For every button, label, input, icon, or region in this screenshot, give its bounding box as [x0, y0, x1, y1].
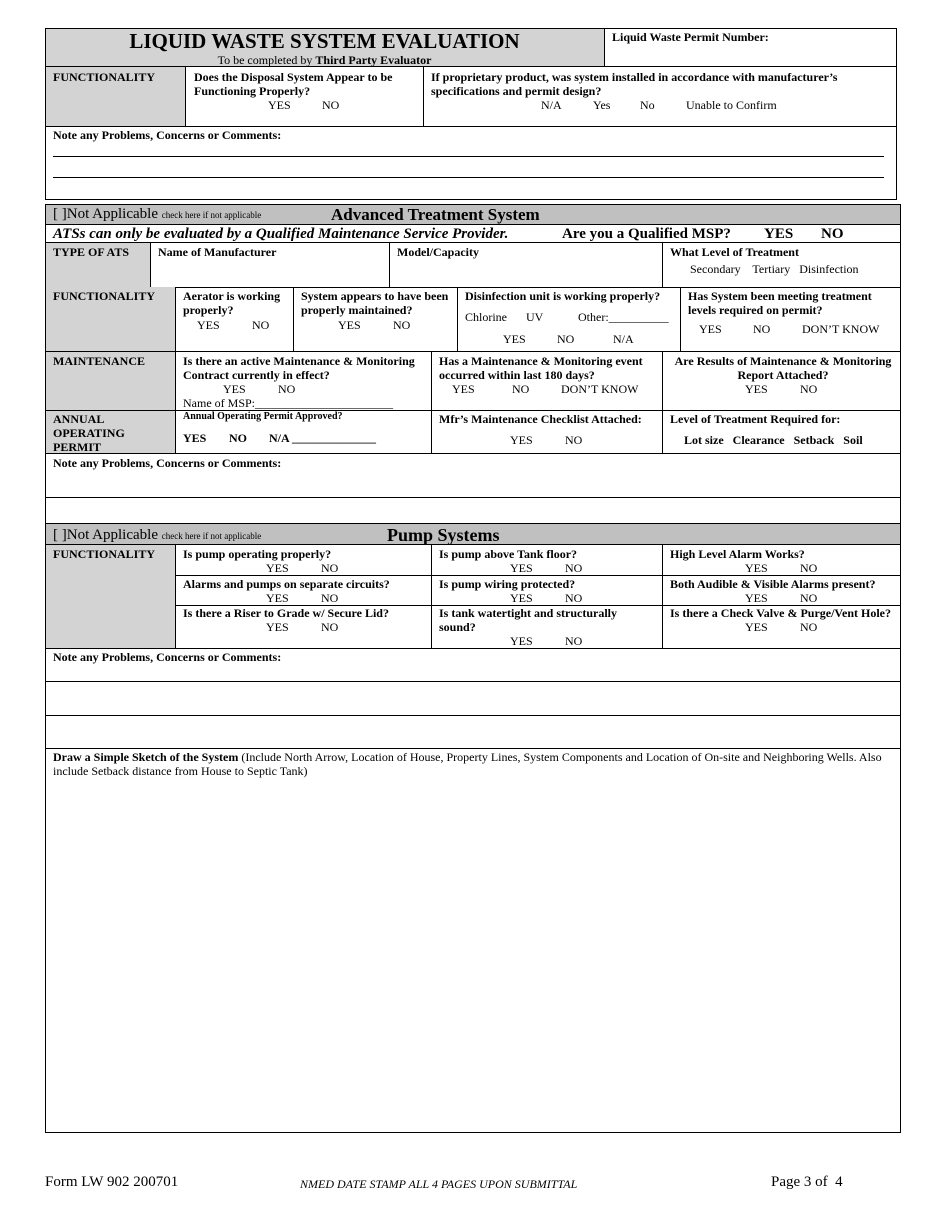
- proprietary-unable-option[interactable]: Unable to Confirm: [686, 98, 777, 112]
- q-check-valve: Is there a Check Valve & Purge/Vent Hole?: [670, 606, 891, 620]
- riser-yes-option[interactable]: YES: [266, 620, 289, 634]
- ats-section-title: Advanced Treatment System: [331, 205, 540, 224]
- ats-msp-notice: ATSs can only be evaluated by a Qualified Maintenance Service Provider.: [53, 226, 509, 242]
- msp-name-field[interactable]: Name of MSP:_______________________: [183, 396, 393, 410]
- general-notes-line-2[interactable]: [53, 177, 884, 178]
- pump-notes-line-1[interactable]: [45, 681, 901, 682]
- ats-na-hint: check here if not applicable: [161, 210, 262, 220]
- ats-na-checkbox-label[interactable]: [ ]Not Applicable: [53, 206, 158, 222]
- wiring-no-option[interactable]: NO: [565, 591, 583, 605]
- pump-functionality-label: FUNCTIONALITY: [53, 547, 156, 561]
- q-maintenance-contract: Is there an active Maintenance & Monitoring Contract currently in effect?: [183, 354, 415, 382]
- annual-permit-label: ANNUAL OPERATING PERMIT: [53, 412, 125, 454]
- disinfection-other-field[interactable]: Other:__________: [578, 310, 669, 324]
- alarm-yes-option[interactable]: YES: [745, 561, 768, 575]
- type-of-ats-label: TYPE OF ATS: [53, 245, 130, 259]
- disposal-no-option[interactable]: NO: [322, 98, 340, 112]
- page-subtitle: [45, 53, 604, 67]
- permit-na-field[interactable]: N/A ______________: [269, 431, 377, 445]
- disinfection-uv-option[interactable]: UV: [526, 310, 544, 324]
- level-required-options[interactable]: Lot size Clearance Setback Soil: [684, 433, 863, 447]
- meeting-dont-know-option[interactable]: DON’T KNOW: [802, 322, 880, 336]
- subtitle-bold: Third Party Evaluator: [315, 53, 432, 67]
- above-floor-yes-option[interactable]: YES: [510, 561, 533, 575]
- wiring-yes-option[interactable]: YES: [510, 591, 533, 605]
- q-audible-visible-alarms: Both Audible & Visible Alarms present?: [670, 577, 876, 591]
- q-pump-operating: Is pump operating properly?: [183, 547, 332, 561]
- meeting-no-option[interactable]: NO: [753, 322, 771, 336]
- aerator-yes-option[interactable]: YES: [197, 318, 220, 332]
- q-riser-to-grade: Is there a Riser to Grade w/ Secure Lid?: [183, 606, 389, 620]
- q-checklist-attached: Mfr’s Maintenance Checklist Attached:: [439, 412, 642, 426]
- meeting-yes-option[interactable]: YES: [699, 322, 722, 336]
- date-stamp-note: NMED DATE STAMP ALL 4 PAGES UPON SUBMITTAL: [300, 1177, 578, 1191]
- ats-msp-yes-option[interactable]: YES: [764, 226, 794, 242]
- sketch-title: Draw a Simple Sketch of the System: [53, 750, 239, 764]
- ats-not-applicable[interactable]: [53, 206, 261, 224]
- q-maintenance-event: Has a Maintenance & Monitoring event occurred within last 180 days?: [439, 354, 643, 382]
- q-separate-circuits: Alarms and pumps on separate circuits?: [183, 577, 390, 591]
- permit-yes-option[interactable]: YES: [183, 431, 207, 445]
- pump-operating-yes-option[interactable]: YES: [266, 561, 289, 575]
- permit-no-option[interactable]: NO: [229, 431, 247, 445]
- pump-not-applicable[interactable]: [53, 527, 261, 545]
- maintained-no-option[interactable]: NO: [393, 318, 411, 332]
- sketch-area[interactable]: [46, 782, 900, 1131]
- q-proprietary-product: If proprietary product, was system installed in accordance with manufacturer’s specifications and permit design?: [431, 70, 838, 98]
- level-of-treatment-options[interactable]: Secondary Tertiary Disinfection: [690, 262, 859, 276]
- check-valve-yes-option[interactable]: YES: [745, 620, 768, 634]
- ats-functionality-label: FUNCTIONALITY: [53, 289, 156, 303]
- checklist-no-option[interactable]: NO: [565, 433, 583, 447]
- above-floor-no-option[interactable]: NO: [565, 561, 583, 575]
- audible-yes-option[interactable]: YES: [745, 591, 768, 605]
- proprietary-na-option[interactable]: N/A: [541, 98, 562, 112]
- pump-notes-line-2[interactable]: [45, 715, 901, 716]
- maintained-yes-option[interactable]: YES: [338, 318, 361, 332]
- ats-notes-label: Note any Problems, Concerns or Comments:: [53, 456, 282, 470]
- disposal-yes-option[interactable]: YES: [268, 98, 291, 112]
- ats-notes-line[interactable]: [45, 497, 901, 498]
- event-no-option[interactable]: NO: [512, 382, 530, 396]
- watertight-no-option[interactable]: NO: [565, 634, 583, 648]
- q-level-required: Level of Treatment Required for:: [670, 412, 841, 426]
- q-annual-permit-approved: Annual Operating Permit Approved?: [183, 411, 343, 422]
- subtitle-prefix: To be completed by: [217, 53, 313, 67]
- q-aerator-working: Aerator is working properly?: [183, 289, 281, 317]
- q-properly-maintained: System appears to have been properly maintained?: [301, 289, 449, 317]
- q-high-level-alarm: High Level Alarm Works?: [670, 547, 805, 561]
- maintenance-label: MAINTENANCE: [53, 354, 146, 368]
- page-title: LIQUID WASTE SYSTEM EVALUATION: [129, 29, 520, 53]
- alarm-no-option[interactable]: NO: [800, 561, 818, 575]
- sketch-instructions: [53, 750, 895, 778]
- contract-no-option[interactable]: NO: [278, 382, 296, 396]
- page-number: Page 3 of 4: [771, 1174, 843, 1190]
- pump-section-title: Pump Systems: [387, 525, 500, 545]
- q-disposal-functioning: Does the Disposal System Appear to be Functioning Properly?: [194, 70, 393, 98]
- form-number: Form LW 902 200701: [45, 1174, 179, 1190]
- q-disinfection-working: Disinfection unit is working properly?: [465, 289, 661, 303]
- q-tank-watertight: Is tank watertight and structurally sound?: [439, 606, 618, 634]
- manufacturer-field[interactable]: Name of Manufacturer: [158, 245, 277, 259]
- check-valve-no-option[interactable]: NO: [800, 620, 818, 634]
- proprietary-yes-option[interactable]: Yes: [593, 98, 611, 112]
- ats-msp-question: Are you a Qualified MSP?: [562, 226, 731, 242]
- riser-no-option[interactable]: NO: [321, 620, 339, 634]
- event-dont-know-option[interactable]: DON’T KNOW: [561, 382, 639, 396]
- pump-na-checkbox-label[interactable]: [ ]Not Applicable: [53, 527, 158, 543]
- pump-notes-label: Note any Problems, Concerns or Comments:: [53, 650, 282, 664]
- pump-operating-no-option[interactable]: NO: [321, 561, 339, 575]
- circuits-no-option[interactable]: NO: [321, 591, 339, 605]
- watertight-yes-option[interactable]: YES: [510, 634, 533, 648]
- checklist-yes-option[interactable]: YES: [510, 433, 533, 447]
- contract-yes-option[interactable]: YES: [223, 382, 246, 396]
- q-pump-above-floor: Is pump above Tank floor?: [439, 547, 578, 561]
- q-results-attached: Are Results of Maintenance & Monitoring Report Attached?: [674, 354, 892, 382]
- event-yes-option[interactable]: YES: [452, 382, 475, 396]
- q-meeting-treatment-levels: Has System been meeting treatment levels required on permit?: [688, 289, 872, 317]
- q-wiring-protected: Is pump wiring protected?: [439, 577, 576, 591]
- results-no-option[interactable]: NO: [800, 382, 818, 396]
- audible-no-option[interactable]: NO: [800, 591, 818, 605]
- pump-na-hint: check here if not applicable: [161, 531, 262, 541]
- disinfection-na-option[interactable]: N/A: [613, 332, 634, 346]
- sketch-details: (Include North Arrow, Location of House, Property Lines, System Components and Location of On-site and Neighboring Wells. Also include Setback distance from House to Septic Tank): [53, 750, 882, 778]
- general-notes-line-1[interactable]: [53, 156, 884, 157]
- disinfection-no-option[interactable]: NO: [557, 332, 575, 346]
- aerator-no-option[interactable]: NO: [252, 318, 270, 332]
- ats-msp-no-option[interactable]: NO: [821, 226, 844, 242]
- disinfection-chlorine-option[interactable]: Chlorine: [465, 310, 507, 324]
- permit-number-label: Liquid Waste Permit Number:: [612, 30, 769, 44]
- circuits-yes-option[interactable]: YES: [266, 591, 289, 605]
- disinfection-yes-option[interactable]: YES: [503, 332, 526, 346]
- model-capacity-field[interactable]: Model/Capacity: [397, 245, 479, 259]
- level-of-treatment-label: What Level of Treatment: [670, 245, 799, 259]
- results-yes-option[interactable]: YES: [745, 382, 768, 396]
- proprietary-no-option[interactable]: No: [640, 98, 655, 112]
- functionality-label: FUNCTIONALITY: [53, 70, 156, 84]
- general-notes-label: Note any Problems, Concerns or Comments:: [53, 128, 282, 142]
